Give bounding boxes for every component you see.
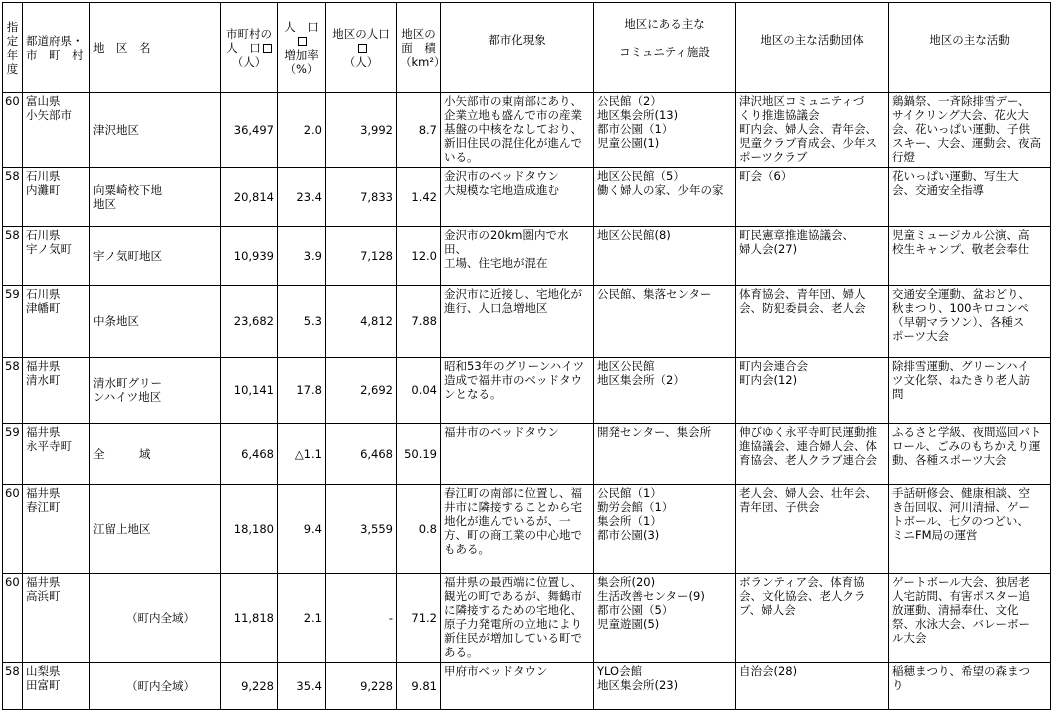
- cell-facilities: 集会所(20) 生活改善センター(9) 都市公園（5） 児童遊園(5): [594, 574, 736, 663]
- cell-district-population: 4,812: [326, 286, 397, 358]
- header-area: 地区の 面 積 （km²）: [397, 3, 441, 93]
- cell-year: 58: [3, 226, 23, 285]
- table-row: [3, 93, 1051, 168]
- cell-district-population: 7,128: [326, 226, 397, 285]
- cell-population: 23,682: [221, 286, 278, 358]
- cell-prefecture-city: 福井県 高浜町: [23, 574, 90, 663]
- cell-area: 12.0: [397, 226, 441, 285]
- cell-population: 18,180: [221, 485, 278, 574]
- cell-district: 中条地区: [90, 286, 221, 358]
- cell-growth-rate: 17.8: [278, 357, 326, 423]
- table-row: [3, 574, 1051, 663]
- cell-population: 10,939: [221, 226, 278, 285]
- cell-district-population: 3,992: [326, 93, 397, 168]
- cell-year: 58: [3, 167, 23, 226]
- cell-area: 8.7: [397, 93, 441, 168]
- cell-district-population: 6,468: [326, 423, 397, 484]
- cell-growth-rate: △1.1: [278, 423, 326, 484]
- cell-facilities: YLO会館 地区集会所(23): [594, 662, 736, 709]
- cell-district: 向粟崎校下地 地区: [90, 167, 221, 226]
- cell-prefecture-city: 福井県 永平寺町: [23, 423, 90, 484]
- cell-prefecture-city: 富山県 小矢部市: [23, 93, 90, 168]
- cell-year: 60: [3, 93, 23, 168]
- cell-activities: ゲートボール大会、独居老 人宅訪問、有害ポスター追 放運動、清掃奉仕、文化 祭、水泳大会、バレーボー ル大会: [889, 574, 1051, 663]
- header-urbanization: 都市化現象: [441, 3, 594, 93]
- cell-growth-rate: 3.9: [278, 226, 326, 285]
- table-row: [3, 167, 1051, 226]
- cell-urbanization: 小矢部市の東南部にあり、 企業立地も盛んで市の産業 基盤の中核をなしており、 新旧住民の混住化が進んで いる。: [441, 93, 594, 168]
- cell-groups: 町会（6）: [736, 167, 889, 226]
- cell-prefecture-city: 福井県 春江町: [23, 485, 90, 574]
- cell-population: 10,141: [221, 357, 278, 423]
- header-population: 市町村の 人 口 （人）: [221, 3, 278, 93]
- cell-urbanization: 金沢市の20km圏内で水田、 工場、住宅地が混在: [441, 226, 594, 285]
- cell-activities: 除排雪運動、グリーンハイ ツ文化祭、ねたきり老人訪 問: [889, 357, 1051, 423]
- cell-activities: 鶏鍋祭、一斉除排雪デー、 サイクリング大会、花火大 会、花いっぱい運動、子供 スキー、大会、運動会、夜高 行燈: [889, 93, 1051, 168]
- header-district: 地 区 名: [90, 3, 221, 93]
- cell-activities: ふるさと学級、夜間巡回パト ロール、ごみのもちかえり運 動、各種スポーツ大会: [889, 423, 1051, 484]
- cell-urbanization: 金沢市のベッドタウン 大規模な宅地造成進む: [441, 167, 594, 226]
- table-row: [3, 662, 1051, 709]
- cell-area: 7.88: [397, 286, 441, 358]
- community-survey-table: [2, 2, 1051, 710]
- cell-urbanization: 福井県の最西端に位置し、 観光の町であるが、舞鶴市 に隣接するための宅地化、 原子力発電所の立地により 新住民が増加している町で ある。: [441, 574, 594, 663]
- cell-population: 11,818: [221, 574, 278, 663]
- cell-district-population: 7,833: [326, 167, 397, 226]
- cell-groups: 町民憲章推進協議会、 婦人会(27): [736, 226, 889, 285]
- header-growth-rate: 人 口 増加率 （%）: [278, 3, 326, 93]
- cell-district: （町内全域）: [90, 662, 221, 709]
- cell-facilities: 公民館（2） 地区集会所(13) 都市公園（1） 児童公園(1): [594, 93, 736, 168]
- cell-district-population: 9,228: [326, 662, 397, 709]
- cell-activities: 手話研修会、健康相談、空 き缶回収、河川清掃、ゲー トボール、七夕のつどい、 ミニFM局の運営: [889, 485, 1051, 574]
- cell-area: 0.04: [397, 357, 441, 423]
- cell-area: 0.8: [397, 485, 441, 574]
- cell-population: 6,468: [221, 423, 278, 484]
- cell-facilities: 地区公民館（5） 働く婦人の家、少年の家: [594, 167, 736, 226]
- cell-growth-rate: 9.4: [278, 485, 326, 574]
- cell-prefecture-city: 石川県 津幡町: [23, 286, 90, 358]
- cell-year: 58: [3, 357, 23, 423]
- cell-prefecture-city: 山梨県 田富町: [23, 662, 90, 709]
- cell-district: 津沢地区: [90, 93, 221, 168]
- cell-district: 全 域: [90, 423, 221, 484]
- cell-district-population: -: [326, 574, 397, 663]
- header-groups: 地区の主な活動団体: [736, 3, 889, 93]
- cell-groups: 津沢地区コミュニティづ くり推進協議会 町内会、婦人会、青年会、 児童クラブ育成会、少年ス ポーツクラブ: [736, 93, 889, 168]
- cell-district: 清水町グリー ンハイツ地区: [90, 357, 221, 423]
- cell-year: 59: [3, 286, 23, 358]
- cell-district: （町内全域）: [90, 574, 221, 663]
- cell-urbanization: 昭和53年のグリーンハイツ 造成で福井市のベッドタウ ンとなる。: [441, 357, 594, 423]
- cell-year: 59: [3, 423, 23, 484]
- cell-district-population: 2,692: [326, 357, 397, 423]
- table-row: [3, 357, 1051, 423]
- cell-activities: 花いっぱい運動、写生大 会、交通安全指導: [889, 167, 1051, 226]
- cell-groups: 体育協会、青年団、婦人 会、防犯委員会、老人会: [736, 286, 889, 358]
- cell-growth-rate: 2.1: [278, 574, 326, 663]
- cell-activities: 児童ミュージカル公演、高 校生キャンプ、敬老会奉仕: [889, 226, 1051, 285]
- cell-groups: 町内会連合会 町内会(12): [736, 357, 889, 423]
- cell-population: 9,228: [221, 662, 278, 709]
- cell-prefecture-city: 石川県 内灘町: [23, 167, 90, 226]
- header-activities: 地区の主な活動: [889, 3, 1051, 93]
- table-row: [3, 226, 1051, 285]
- cell-growth-rate: 2.0: [278, 93, 326, 168]
- cell-urbanization: 春江町の南部に位置し、福 井市に隣接することから宅 地化が進んでいるが、一 方、町の商工業の中心地で もある。: [441, 485, 594, 574]
- cell-facilities: 地区公民館(8): [594, 226, 736, 285]
- cell-prefecture-city: 石川県 宇ノ気町: [23, 226, 90, 285]
- cell-area: 50.19: [397, 423, 441, 484]
- cell-facilities: 公民館、集落センター: [594, 286, 736, 358]
- header-facilities: 地区にある主な コミュニティ施設: [594, 3, 736, 93]
- cell-facilities: 地区公民館 地区集会所（2）: [594, 357, 736, 423]
- cell-urbanization: 金沢市に近接し、宅地化が 進行、人口急増地区: [441, 286, 594, 358]
- cell-area: 1.42: [397, 167, 441, 226]
- cell-population: 36,497: [221, 93, 278, 168]
- cell-urbanization: 甲府市ベッドタウン: [441, 662, 594, 709]
- cell-growth-rate: 5.3: [278, 286, 326, 358]
- cell-district: 江留上地区: [90, 485, 221, 574]
- cell-groups: 老人会、婦人会、壮年会、 青年団、子供会: [736, 485, 889, 574]
- cell-growth-rate: 35.4: [278, 662, 326, 709]
- cell-district: 宇ノ気町地区: [90, 226, 221, 285]
- table-row: [3, 485, 1051, 574]
- cell-year: 60: [3, 574, 23, 663]
- cell-growth-rate: 23.4: [278, 167, 326, 226]
- cell-year: 58: [3, 662, 23, 709]
- cell-prefecture-city: 福井県 清水町: [23, 357, 90, 423]
- cell-activities: 交通安全運動、盆おどり、 秋まつり、100キロコンペ （早朝マラソン）、各種ス ポーツ大会: [889, 286, 1051, 358]
- cell-year: 60: [3, 485, 23, 574]
- cell-area: 9.81: [397, 662, 441, 709]
- table-row: [3, 423, 1051, 484]
- cell-groups: ボランティア会、体育協 会、文化協会、老人クラ ブ、婦人会: [736, 574, 889, 663]
- header-prefecture: 都道府県・ 市 町 村: [23, 3, 90, 93]
- cell-district-population: 3,559: [326, 485, 397, 574]
- table-row: [3, 286, 1051, 358]
- cell-urbanization: 福井市のベッドタウン: [441, 423, 594, 484]
- cell-facilities: 開発センター、集会所: [594, 423, 736, 484]
- header-year: 指 定 年 度: [3, 3, 23, 93]
- cell-groups: 伸びゆく永平寺町民運動推 進協議会、連合婦人会、体 育協会、老人クラブ連合会: [736, 423, 889, 484]
- cell-activities: 稲穂まつり、希望の森まつ り: [889, 662, 1051, 709]
- cell-facilities: 公民館（1） 勤労会館（1） 集会所（1） 都市公園(3): [594, 485, 736, 574]
- cell-population: 20,814: [221, 167, 278, 226]
- header-row: [3, 3, 1051, 93]
- cell-groups: 自治会(28): [736, 662, 889, 709]
- cell-area: 71.2: [397, 574, 441, 663]
- header-district-population: 地区の人口 （人）: [326, 3, 397, 93]
